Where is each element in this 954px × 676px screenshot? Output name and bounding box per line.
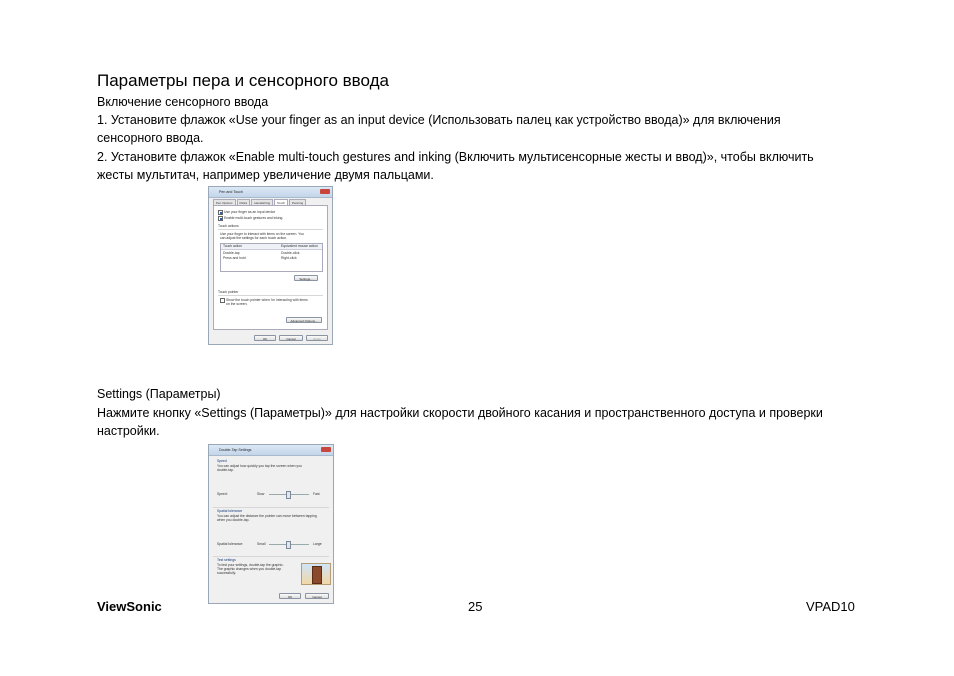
touch-pointer-checkbox[interactable] [220,298,225,303]
touch-actions-group: Touch actions [218,224,239,228]
touch-panel [213,205,328,330]
touch-pointer-group: Touch pointer [218,290,239,294]
section-subtitle: Включение сенсорного ввода [97,95,269,109]
test-desc-3: successfully. [217,571,236,575]
col-touch-action: Touch action [223,244,243,248]
footer-model: VPAD10 [806,599,855,614]
section-title: Параметры пера и сенсорного ввода [97,71,389,90]
ok-button[interactable]: OK [254,335,276,341]
touch-actions-desc-2: can adjust the settings for each touch action. [220,236,288,240]
tab-pen-options[interactable]: Pen Options [213,199,236,205]
group-divider [218,229,323,230]
col-mouse-action: Equivalent mouse action [281,244,318,248]
test-heading: Test settings [217,558,236,562]
spatial-small-label: Small [257,542,266,546]
spatial-slider-thumb[interactable] [286,541,291,549]
tab-touch[interactable]: Touch [274,199,288,205]
spatial-heading: Spatial tolerance [217,509,243,513]
pen-and-touch-screenshot [208,186,333,345]
tab-handwriting[interactable]: Handwriting [251,199,273,205]
test-desc-2: The graphic changes when you double-tap [217,567,282,571]
footer-page-number: 25 [468,599,483,614]
test-graphic[interactable] [301,563,331,585]
group-divider [218,295,323,296]
tab-flicks[interactable]: Flicks [237,199,251,205]
multitouch-label: Enable multi-touch gestures and inking [224,216,283,220]
close-icon[interactable] [321,447,331,452]
finger-input-label: Use your finger as an input device [224,210,276,214]
dialog-title: Double-Tap Settings [219,448,252,452]
close-icon[interactable] [320,189,330,194]
tab-panning[interactable]: Panning [289,199,306,205]
spatial-label: Spatial tolerance: [217,542,244,546]
test-desc: To test your settings, double-tap the graphic. [217,563,284,567]
ok-button[interactable]: OK [279,593,301,599]
speed-fast-label: Fast [313,492,320,496]
instruction-line-4: жесты мультитач, например увеличение двумя пальцами. [97,168,434,182]
speed-label: Speed: [217,492,228,496]
instruction-line-1: 1. Установите флажок «Use your finger as an input device (Использовать палец как устройство ввода)» для включения [97,113,781,127]
section-divider [213,507,329,508]
speed-slider-thumb[interactable] [286,491,291,499]
speed-desc-2: double-tap. [217,468,234,472]
settings-button[interactable]: Settings... [294,275,318,281]
table-cell: Right-click [281,256,297,260]
dialog-titlebar [209,187,332,198]
dialog-titlebar [209,445,333,456]
finger-input-checkbox[interactable] [218,210,223,215]
touch-pointer-label-2: on the screen. [226,302,248,306]
cancel-button[interactable]: Cancel [279,335,303,341]
spatial-large-label: Large [313,542,322,546]
settings-subtitle: Settings (Параметры) [97,387,221,401]
dialog-title: Pen and Touch [219,190,243,194]
instruction-line-3: 2. Установите флажок «Enable multi-touch gestures and inking (Включить мультисенсорные жесты и ввод)», чтобы включить [97,150,814,164]
spatial-desc: You can adjust the distance the pointer can move between tapping [217,514,317,518]
table-cell: Double-click [281,251,300,255]
instruction-line-2: сенсорного ввода. [97,131,204,145]
touch-pointer-label: Show the touch pointer when I'm interacting with items [226,298,308,302]
apply-button[interactable]: Apply [306,335,328,341]
door-icon [312,566,322,584]
table-row[interactable]: Double-tap [223,251,240,255]
spatial-desc-2: when you double-tap. [217,518,250,522]
advanced-options-button[interactable]: Advanced Options... [286,317,322,323]
touch-actions-desc: Use your finger to interact with items on the screen. You [220,232,304,236]
double-tap-settings-screenshot [208,444,334,604]
multitouch-checkbox[interactable] [218,216,223,221]
speed-desc: You can adjust how quickly you tap the screen when you [217,464,302,468]
footer-brand: ViewSonic [97,599,162,614]
settings-line-1: Нажмите кнопку «Settings (Параметры)» для настройки скорости двойного касания и пространственного доступа и проверки [97,406,823,420]
speed-slow-label: Slow [257,492,265,496]
table-row[interactable]: Press and hold [223,256,246,260]
settings-line-2: настройки. [97,424,160,438]
section-divider [213,556,329,557]
speed-heading: Speed [217,459,227,463]
touch-actions-table [220,243,323,272]
cancel-button[interactable]: Cancel [305,593,329,599]
